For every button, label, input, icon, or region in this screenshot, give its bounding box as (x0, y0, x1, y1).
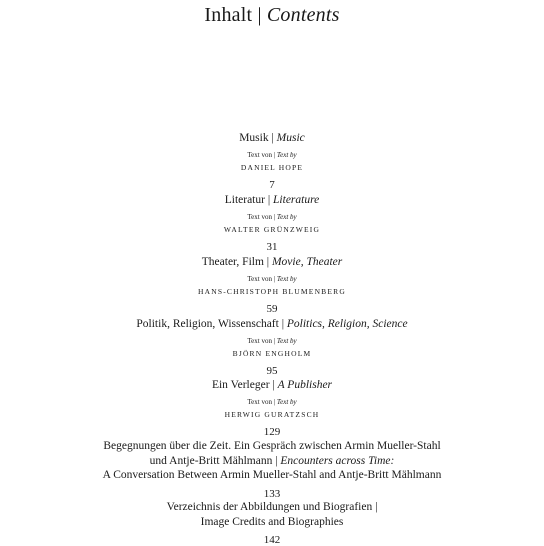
byline-separator: | (271, 151, 277, 159)
entry-page-number: 95 (266, 365, 278, 377)
byline-de: Text von (247, 213, 272, 221)
page-title-de: Inhalt (204, 4, 253, 26)
entry-title-line-3: A Conversation Between Armin Mueller-Stahl and Antje-Britt Mählmann (102, 469, 442, 481)
byline-de: Text von (247, 151, 272, 159)
entry-title (0, 131, 544, 145)
byline-de: Text von (247, 337, 272, 345)
entry-author: WALTER GRÜNZWEIG (223, 225, 321, 234)
entry-author: DANIEL HOPE (240, 163, 304, 172)
entry-title-separator: | (372, 501, 378, 513)
page-title-en: Contents (266, 4, 340, 26)
entry-title-de: und Antje-Britt Mählmann (149, 454, 273, 467)
byline-en: Text by (276, 213, 297, 221)
toc-entry-credits (0, 500, 544, 546)
entry-title-line-1: Begegnungen über die Zeit. Ein Gespräch zwischen Armin Mueller-Stahl (103, 440, 441, 452)
entry-title-line-1 (0, 500, 544, 515)
entry-title-separator: | (278, 318, 287, 330)
entry-page-number: 7 (269, 179, 275, 191)
byline-separator: | (271, 398, 277, 406)
byline-separator: | (271, 275, 277, 283)
byline-de: Text von (247, 275, 272, 283)
byline-separator: | (271, 213, 277, 221)
entry-page-number: 133 (263, 487, 281, 500)
entry-title-en: A Publisher (277, 379, 333, 391)
toc-entry-movie-theater (0, 255, 544, 315)
entry-page-number: 31 (266, 241, 278, 253)
entry-title-separator: | (264, 194, 274, 206)
byline-en: Text by (276, 151, 297, 159)
entry-title-en: Literature (273, 194, 320, 206)
entry-title-en: Encounters across Time: (280, 454, 395, 467)
toc-entry-politics (0, 317, 544, 377)
entry-title-de: Literatur (224, 194, 265, 206)
entry-byline (0, 337, 544, 346)
byline-de: Text von (247, 398, 272, 406)
entry-byline (0, 398, 544, 407)
entry-title-de: Theater, Film (201, 256, 264, 268)
entry-title-en: Music (276, 132, 305, 144)
entry-title (0, 193, 544, 207)
entry-page-number: 59 (266, 303, 278, 315)
toc-entry-literature (0, 193, 544, 253)
entry-author: BJÖRN ENGHOLM (232, 349, 312, 358)
entry-byline (0, 213, 544, 222)
byline-en: Text by (276, 275, 297, 283)
entry-title-separator: | (272, 454, 281, 467)
byline-separator: | (271, 337, 277, 345)
entry-title-line-2 (0, 454, 544, 469)
entry-title-line-2: Image Credits and Biographies (200, 515, 344, 528)
entry-author: HANS-CHRISTOPH BLUMENBERG (197, 287, 346, 296)
entry-title-de: Ein Verleger (211, 379, 270, 391)
entry-title-separator: | (263, 256, 272, 268)
byline-en: Text by (276, 337, 297, 345)
entry-author: HERWIG GURATZSCH (224, 410, 320, 419)
toc-entry-encounters (0, 439, 544, 500)
entry-title-de: Musik (239, 132, 269, 144)
entry-title (0, 317, 544, 331)
entry-byline (0, 151, 544, 160)
entry-title (0, 255, 544, 269)
entry-title-separator: | (269, 379, 278, 391)
entry-page-number: 142 (263, 534, 281, 546)
byline-en: Text by (276, 398, 297, 406)
entry-title-separator: | (268, 132, 277, 144)
title-separator: | (252, 4, 267, 26)
entry-title-de: Politik, Religion, Wissenschaft (136, 318, 279, 330)
entry-page-number: 129 (263, 426, 281, 438)
entry-title-en: Politics, Religion, Science (286, 318, 408, 330)
entry-byline (0, 275, 544, 284)
entry-title-de: Verzeichnis der Abbildungen und Biografien (166, 501, 373, 513)
toc-entry-music (0, 131, 544, 191)
entry-title-en: Movie, Theater (271, 256, 343, 268)
entry-title (0, 378, 544, 392)
toc-entry-publisher (0, 378, 544, 438)
page-title (0, 2, 544, 28)
